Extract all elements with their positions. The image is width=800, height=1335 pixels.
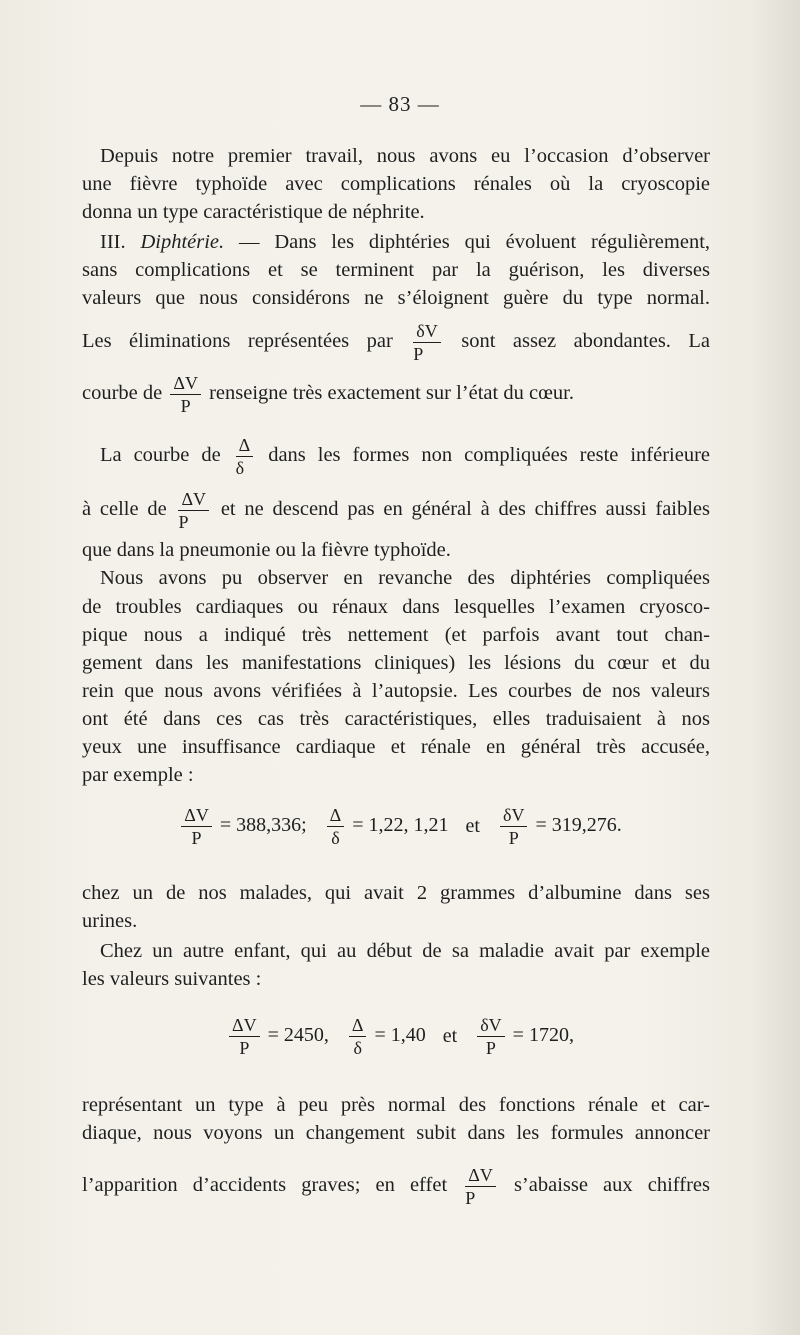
- formula-conjunction: et: [442, 1025, 458, 1047]
- fraction-denominator: δ: [331, 828, 340, 848]
- formula-value: = 388,336;: [219, 814, 307, 837]
- fraction-denominator: δ: [353, 1038, 362, 1058]
- formula-value: = 1,22, 1,21: [352, 814, 449, 837]
- text-line-18: yeux une insuffisance cardiaque et rénale en général très accusée,: [82, 736, 710, 758]
- text-line-23: les valeurs suivantes :: [82, 968, 262, 990]
- fraction-numerator: ΔV: [465, 1166, 496, 1187]
- fraction-numerator: ΔV: [181, 806, 212, 827]
- text-line-2: une fièvre typhoïde avec complications rénales où la cryoscopie: [82, 173, 710, 195]
- fraction-denominator: P: [413, 344, 424, 364]
- inline-text: renseigne très exactement sur l’état du cœur.: [209, 382, 574, 405]
- inline-text: courbe de: [82, 382, 163, 405]
- formula-term-1: [226, 1016, 329, 1057]
- text-line-11: que dans la pneumonie ou la fièvre typhoïde.: [82, 539, 451, 561]
- formula-term-2: [324, 806, 449, 847]
- text-line-3: donna un type caractéristique de néphrite.: [82, 201, 425, 223]
- text-line-5: sans complications et se terminent par la guérison, les diverses: [82, 259, 710, 281]
- section-number: III.: [100, 231, 126, 253]
- fraction-numerator: Δ: [349, 1016, 367, 1037]
- formula-term-1: [178, 806, 306, 847]
- text-line-10: [82, 490, 710, 531]
- fraction-numerator: δV: [477, 1016, 504, 1037]
- text-line-21: urines.: [82, 910, 138, 932]
- fraction-D-over-d: [236, 436, 254, 477]
- fraction-dV-over-P: [413, 322, 440, 363]
- fraction-dV-over-P: [477, 1016, 504, 1057]
- page-edge-shadow: [752, 0, 800, 1335]
- text-line-7: [82, 322, 710, 363]
- inline-text: s’abaisse aux chiffres: [513, 1174, 710, 1197]
- fraction-numerator: δV: [413, 322, 440, 343]
- formula-conjunction: et: [465, 815, 480, 837]
- fraction-DV-over-P: [181, 806, 212, 847]
- fraction-numerator: Δ: [236, 436, 254, 457]
- text-line-26: [82, 1166, 710, 1207]
- fraction-numerator: Δ: [327, 806, 345, 827]
- formula-term-3: [474, 1016, 574, 1057]
- fraction-DV-over-P: [465, 1166, 496, 1207]
- text-line-9: [100, 436, 710, 477]
- fraction-DV-over-P: [178, 490, 209, 531]
- fraction-numerator: δV: [500, 806, 527, 827]
- inline-text: et ne descend pas en général à des chiffres aussi faibles: [220, 498, 711, 521]
- text-line-16: rein que nous avons vérifiées à l’autopsie. Les courbes de nos valeurs: [82, 680, 710, 702]
- fraction-numerator: ΔV: [170, 374, 201, 395]
- fraction-numerator: ΔV: [178, 490, 209, 511]
- fraction-D-over-d: [349, 1016, 367, 1057]
- inline-text: à celle de: [82, 498, 167, 521]
- text-line-20: chez un de nos malades, qui avait 2 grammes d’albumine dans ses: [82, 882, 710, 904]
- inline-text: sont assez abondantes. La: [461, 330, 711, 353]
- text-line-14: pique nous a indiqué très nettement (et parfois avant tout chan-: [82, 624, 710, 646]
- text-line-4: [100, 228, 710, 256]
- formula-term-3: [497, 806, 622, 847]
- fraction-D-over-d: [327, 806, 345, 847]
- formula-example-2: [0, 1016, 800, 1057]
- formula-example-1: [0, 806, 800, 847]
- fraction-numerator: ΔV: [229, 1016, 260, 1037]
- text-line-6: valeurs que nous considérons ne s’éloignent guère du type normal.: [82, 287, 710, 309]
- fraction-denominator: P: [180, 396, 191, 416]
- formula-term-2: [346, 1016, 426, 1057]
- formula-value: = 2450,: [267, 1024, 329, 1047]
- section-title: Diphtérie.: [140, 231, 225, 253]
- fraction-DV-over-P: [229, 1016, 260, 1057]
- text-line-24: représentant un type à peu près normal des fonctions rénale et car-: [82, 1094, 710, 1116]
- text-line-12: Nous avons pu observer en revanche des diphtéries compliquées: [100, 567, 710, 589]
- text-line-1: Depuis notre premier travail, nous avons eu l’occasion d’observer: [100, 145, 710, 167]
- fraction-denominator: P: [465, 1188, 476, 1208]
- fraction-denominator: δ: [235, 458, 245, 478]
- fraction-dV-over-P: [500, 806, 527, 847]
- text-line-8: [82, 374, 710, 415]
- inline-text: dans les formes non compliquées reste inférieure: [268, 444, 710, 467]
- text-line-17: ont été dans ces cas très caractéristiques, elles traduisaient à nos: [82, 708, 710, 730]
- fraction-denominator: P: [239, 1038, 250, 1058]
- formula-value: = 319,276.: [535, 814, 622, 837]
- text-line-22: Chez un autre enfant, qui au début de sa maladie avait par exemple: [100, 940, 710, 962]
- text-line-15: gement dans les manifestations cliniques) les lésions du cœur et du: [82, 652, 710, 674]
- fraction-denominator: P: [191, 828, 202, 848]
- formula-value: = 1720,: [512, 1024, 574, 1047]
- fraction-denominator: P: [485, 1038, 496, 1058]
- inline-text: l’apparition d’accidents graves; en effet: [82, 1174, 448, 1197]
- inline-text: La courbe de: [100, 444, 221, 467]
- text-line-25: diaque, nous voyons un changement subit dans les formules annoncer: [82, 1122, 710, 1144]
- section-text: — Dans les diphtéries qui évoluent régulièrement,: [239, 231, 711, 253]
- fraction-denominator: P: [178, 512, 189, 532]
- fraction-DV-over-P: [170, 374, 201, 415]
- page-number: — 83 —: [360, 92, 440, 116]
- fraction-denominator: P: [508, 828, 519, 848]
- text-line-19: par exemple :: [82, 764, 194, 786]
- formula-value: = 1,40: [374, 1024, 426, 1047]
- text-line-13: de troubles cardiaques ou rénaux dans lesquelles l’examen cryosco-: [82, 596, 710, 618]
- inline-text: Les éliminations représentées par: [82, 330, 393, 353]
